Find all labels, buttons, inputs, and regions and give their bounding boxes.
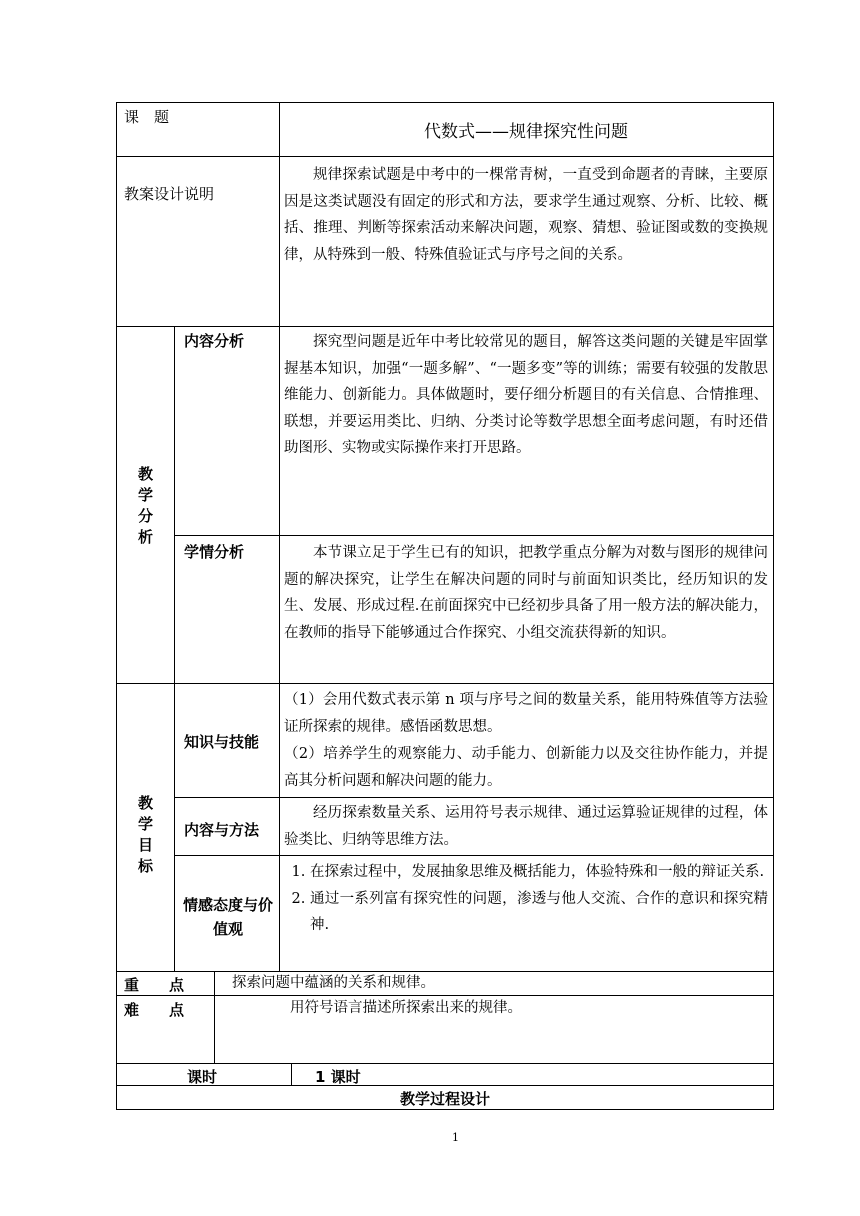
key-point-label: 重 点: [124, 976, 185, 994]
table-border: [116, 1109, 774, 1110]
difficulty-label: 难 点: [124, 1001, 185, 1019]
table-border: [773, 102, 774, 1110]
table-border: [214, 971, 215, 1063]
table-border: [174, 855, 774, 856]
lesson-title: 代数式——规律探究性问题: [424, 122, 628, 142]
skills-text-1: （1）会用代数式表示第 n 项与序号之间的数量关系，能用特殊值等方法验证所探索的规律。感悟函数思想。: [284, 692, 768, 735]
table-border: [116, 683, 774, 684]
difficulty-text: 用符号语言描述所探索出来的规律。: [290, 1000, 522, 1016]
attitude-item: 1. 在探索过程中，发展抽象思维及概括能力，体验特殊和一般的辩证关系.: [310, 859, 768, 886]
analysis-section-label: 教学分析: [136, 466, 154, 550]
topic-label: 课 题: [124, 108, 170, 126]
attitude-label: 情感态度与价值观: [182, 896, 273, 938]
table-border: [116, 102, 774, 103]
key-point-text: 探索问题中蕴涵的关系和规律。: [232, 975, 435, 991]
student-analysis-text: 本节课立足于学生已有的知识，把教学重点分解为对数与图形的规律问题的解决探究，让学生在解决问题的同时与前面知识类比，经历知识的发生、发展、形成过程.在前面探究中已经初步具备了用一般方法的解决能力，在教师的指导下能够通过合作探究、小组交流获得新的知识。: [284, 545, 768, 641]
period-value: 1 课时: [315, 1068, 361, 1086]
skills-label: 知识与技能: [184, 733, 260, 751]
period-label: 课时: [187, 1068, 218, 1086]
goals-section-label: 教学目标: [136, 795, 154, 879]
design-text: 规律探索试题是中考中的一棵常青树，一直受到命题者的青睐，主要原因是这类试题没有固定的形式和方法，要求学生通过观察、分析、比较、概括、推理、判断等探索活动来解决问题，观察、猜想、验证图或数的变换规律，从特殊到一般、特殊值验证式与序号之间的关系。: [284, 167, 768, 263]
table-border: [279, 102, 280, 971]
table-border: [174, 797, 774, 798]
table-border: [116, 102, 117, 1110]
skills-text-2: （2）培养学生的观察能力、动手能力、创新能力以及交往协作能力，并提高其分析问题和解决问题的能力。: [284, 746, 768, 789]
attitude-item: 2. 通过一系列富有探究性的问题，渗透与他人交流、合作的意识和探究精神.: [310, 886, 768, 939]
method-text: 经历探索数量关系、运用符号表示规律、通过运算验证规律的过程，体验类比、归纳等思维方法。: [284, 805, 768, 848]
page-number: 1: [452, 1131, 459, 1144]
table-border: [116, 156, 774, 157]
student-analysis-label: 学情分析: [184, 543, 245, 561]
content-analysis-text: 探究型问题是近年中考比较常见的题目，解答这类问题的关键是牢固掌握基本知识，加强“一题多解”、“一题多变”等的训练；需要有较强的发散思维能力、创新能力。具体做题时，要仔细分析题目的有关信息、合情推理、联想，并要运用类比、归纳、分类讨论等数学思想全面考虑问题，有时还借助图形、实物或实际操作来打开思路。: [284, 334, 768, 456]
process-design-label: 教学过程设计: [399, 1090, 490, 1108]
method-label: 内容与方法: [184, 821, 260, 839]
attitude-list: [284, 859, 768, 939]
design-label: 教案设计说明: [124, 185, 215, 203]
content-analysis-label: 内容分析: [184, 332, 245, 350]
table-border: [116, 326, 774, 327]
table-border: [174, 535, 774, 536]
table-border: [116, 1063, 774, 1064]
table-border: [174, 326, 175, 971]
table-border: [291, 1063, 292, 1085]
